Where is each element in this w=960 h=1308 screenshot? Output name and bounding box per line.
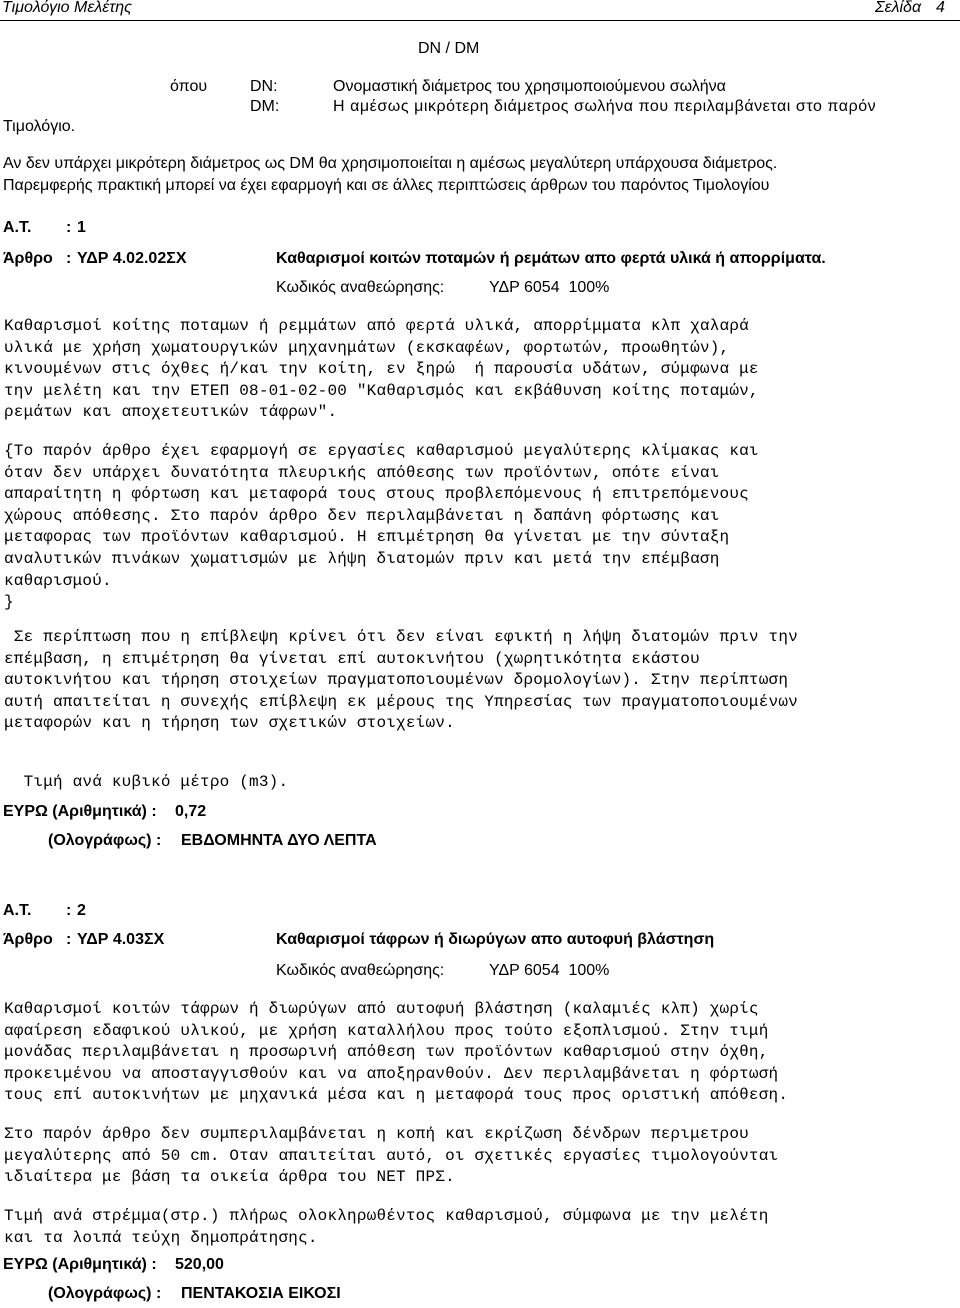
at-colon: : (66, 219, 72, 236)
dn-label: DN: (250, 78, 278, 95)
text-line: μεταφορών και η τήρηση των σχετικών στοιχείων. (4, 714, 455, 733)
page-label: Σελίδα (875, 0, 922, 16)
article-paragraph (4, 627, 798, 735)
text-line: αυτή απαιτείται η συνεχής επίβλεψη εκ μέρους της Υπηρεσίας των πραγματοποιουμένων (4, 692, 798, 711)
price-numeric: 520,00 (175, 1256, 224, 1273)
text-line: απαραίτητη η φόρτωση και μεταφορά τους στους προβλεπόμενους ή επιτρεπόμενους (4, 485, 749, 504)
page-number: 4 (936, 0, 945, 16)
at-label: Α.Τ. (3, 902, 32, 919)
article-paragraph (4, 316, 759, 424)
text-line: επέμβαση, η επιμέτρηση θα γίνεται επί αυτοκινήτου (χωρητικότητα εκάστου (4, 649, 700, 668)
article-paragraph (4, 999, 788, 1107)
eur-numeric-label: ΕΥΡΩ (Αριθμητικά) : (3, 803, 157, 820)
text-line: Τιμή ανά κυβικό μέτρο (m3). (4, 773, 289, 791)
price-words: ΕΒΔΟΜΗΝΤΑ ΔΥΟ ΛΕΠΤΑ (181, 832, 377, 849)
where-label: όπου (170, 78, 208, 95)
header-divider (0, 20, 960, 21)
article-code: ΥΔΡ 4.02.02ΣΧ (77, 250, 187, 267)
text-line: προκειμένου να αποσταγγισθούν και να αποξηρανθούν. Δεν περιλαμβάνεται η φόρτωσή (4, 1064, 779, 1083)
article-paragraph (4, 441, 759, 614)
text-line: {Το παρόν άρθρο έχει εφαρμογή σε εργασίες καθαρισμού μεγαλύτερης κλίμακας και (4, 442, 759, 460)
text-line: κινουμένων στις όχθες ή/και την κοίτη, εν ξηρώ ή παρουσία υδάτων, σύμφωνα με (4, 360, 759, 379)
at-label: Α.Τ. (3, 219, 32, 236)
article-colon: : (66, 250, 72, 267)
dm-label: DM: (250, 98, 280, 115)
text-line: Καθαρισμοί κοίτης ποταμων ή ρεμμάτων από φερτά υλικά, απορρίμματα κλπ χαλαρά (4, 317, 749, 335)
at-number: 1 (77, 219, 86, 236)
text-line: όταν δεν υπάρχει δυνατότητα πλευρικής απόθεσης των προϊόντων, οπότε είναι (4, 463, 720, 482)
text-line: και τα λοιπά τεύχη δημοπράτησης. (4, 1228, 318, 1247)
price-words: ΠΕΝΤΑΚΟΣΙΑ ΕΙΚΟΣΙ (181, 1285, 341, 1302)
article-title: Καθαρισμοί κοιτών ποταμών ή ρεμάτων απο φερτά υλικά ή απορρίματα. (276, 250, 826, 267)
text-line: Στο παρόν άρθρο δεν συμπεριλαμβάνεται η κοπή και εκρίζωση δένδρων περιμετρου (4, 1125, 749, 1143)
note-line: Αν δεν υπάρχει μικρότερη διάμετρος ως DM θα χρησιμοποιείται η αμέσως μεγαλύτερη υπάρχουσα διάμετρος. (3, 155, 778, 172)
text-line: αυτοκινήτου και τήρηση στοιχείων πραγματοποιουμένων δρομολογίων). Στην περίπτωση (4, 671, 789, 690)
dn-definition: Ονομαστική διάμετρος του χρησιμοποιούμενου σωλήνα (333, 78, 726, 95)
eur-words-label: (Ολογράφως) : (48, 1285, 162, 1302)
revision-value: ΥΔΡ 6054 100% (489, 962, 610, 979)
text-line: την μελέτη και την ΕΤΕΠ 08-01-02-00 "Καθαρισμός και εκβάθυνση κοίτης ποταμών, (4, 381, 759, 400)
text-line: Σε περίπτωση που η επίβλεψη κρίνει ότι δεν είναι εφικτή η λήψη διατομών πριν την (4, 628, 798, 646)
article-code: ΥΔΡ 4.03ΣΧ (77, 931, 165, 948)
document-title: Τιμολόγιο Μελέτης (2, 0, 132, 16)
text-line: ρεμάτων και αποχετευτικών τάφρων". (4, 403, 338, 422)
article-paragraph (4, 1124, 778, 1189)
text-line: αναλυτικών πινάκων χωματισμών με λήψη διατομών πριν και μετά την επέμβαση (4, 549, 720, 568)
text-line: μεγαλύτερης από 50 cm. Οταν απαιτείται αυτό, οι σχετικές εργασίες τιμολογούνται (4, 1146, 779, 1165)
formula: DN / DM (418, 40, 480, 57)
text-line: καθαρισμού. (4, 571, 112, 590)
article-title: Καθαρισμοί τάφρων ή διωρύγων απο αυτοφυή βλάστηση (276, 931, 715, 948)
text-line: Καθαρισμοί κοιτών τάφρων ή διωρύγων από αυτοφυή βλάστηση (καλαμιές κλπ) χωρίς (4, 1000, 759, 1018)
text-line: ιδιαίτερα με βάση τα οικεία άρθρα του ΝΕΤ ΠΡΣ. (4, 1168, 455, 1187)
eur-numeric-label: ΕΥΡΩ (Αριθμητικά) : (3, 1256, 157, 1273)
text-line: μεταφορας των προϊόντων καθαρισμού. Η επιμέτρηση θα γίνεται με την σύνταξη (4, 528, 730, 547)
revision-label: Κωδικός αναθεώρησης: (276, 962, 445, 979)
text-line: υλικά με χρήση χωματουργικών μηχανημάτων (εκσκαφέων, φορτωτών, προωθητών), (4, 338, 730, 357)
text-line: Τιμή ανά στρέμμα(στρ.) πλήρως ολοκληρωθέντος καθαρισμού, σύμφωνα με την μελέτη (4, 1207, 769, 1225)
text-line: αφαίρεση εδαφικού υλικού, με χρήση καταλλήλου προς τούτο εξοπλισμού. Στην τιμή (4, 1021, 769, 1040)
text-line: } (4, 593, 14, 612)
eur-words-label: (Ολογράφως) : (48, 832, 162, 849)
at-number: 2 (77, 902, 86, 919)
note-line: Παρεμφερής πρακτική μπορεί να έχει εφαρμογή και σε άλλες περιπτώσεις άρθρων του παρόντος Τιμολογίου (3, 177, 770, 194)
dm-definition: Η αμέσως μικρότερη διάμετρος σωλήνα που περιλαμβάνεται στο παρόν (333, 98, 877, 115)
at-colon: : (66, 902, 72, 919)
unit-price-description (4, 772, 288, 794)
article-colon: : (66, 931, 72, 948)
text-line: τους επί αυτοκινήτων με μηχανικά μέσα και η μεταφορά τους προς οριστική απόθεση. (4, 1086, 789, 1105)
dm-definition-continued: Τιμολόγιο. (3, 118, 76, 135)
text-line: χώρους απόθεσης. Στο παρόν άρθρο δεν περιλαμβάνεται η δαπάνη φόρτωσης και (4, 506, 720, 525)
text-line: μονάδας περιλαμβάνεται η προσωρινή απόθεση των προϊόντων καθαρισμού στην όχθη, (4, 1043, 769, 1062)
article-label: Άρθρο (3, 250, 53, 267)
price-numeric: 0,72 (175, 803, 207, 820)
article-label: Άρθρο (3, 931, 53, 948)
revision-label: Κωδικός αναθεώρησης: (276, 279, 445, 296)
unit-price-description (4, 1206, 769, 1249)
revision-value: ΥΔΡ 6054 100% (489, 279, 610, 296)
